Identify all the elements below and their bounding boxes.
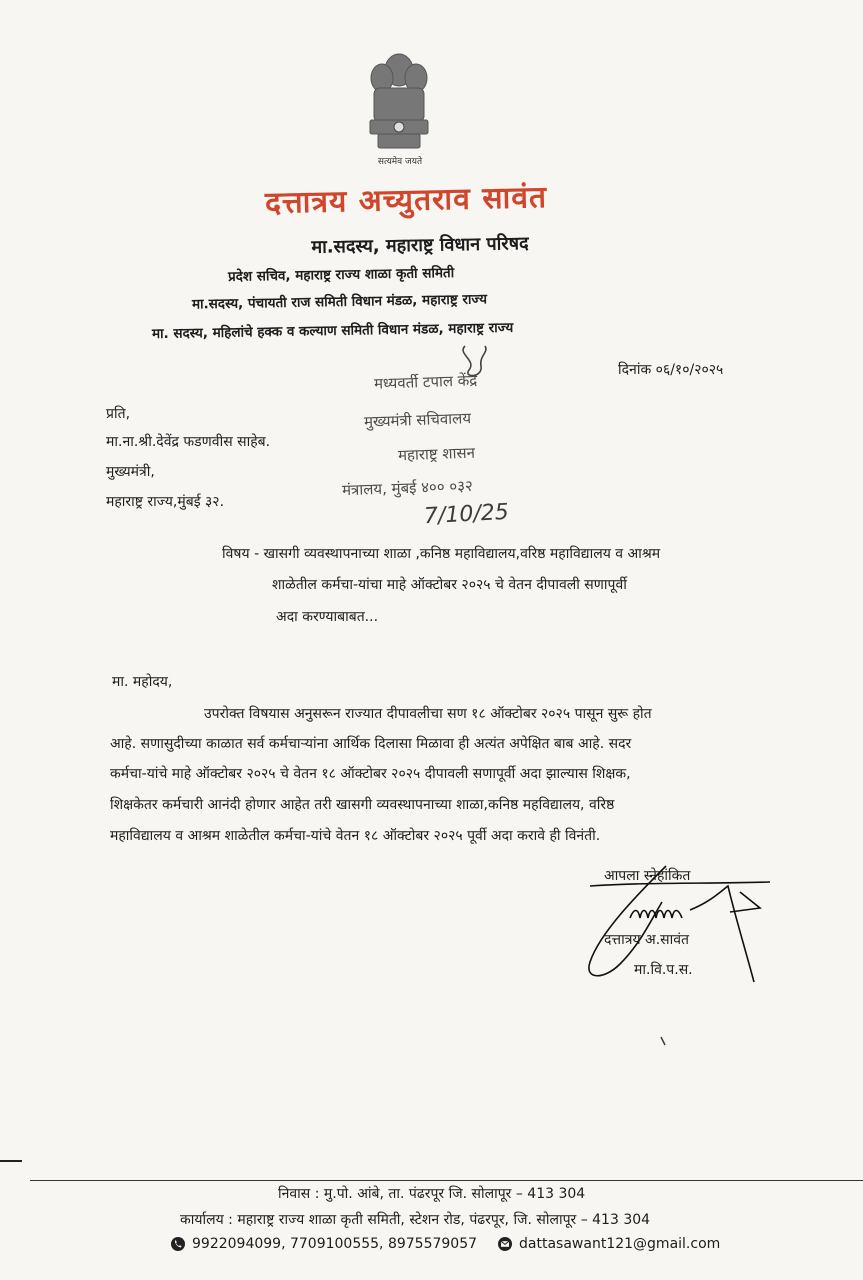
letterhead-designation: मा.सदस्य, महाराष्ट्र विधान परिषद (311, 233, 529, 258)
ink-tick-icon (660, 1036, 666, 1046)
stamp-line: मुख्यमंत्री सचिवालय (363, 409, 472, 431)
body-line: उपरोक्त विषयास अनुसरून राज्यात दीपावलीचा सण १८ ऑक्टोबर २०२५ पासून सुरू होत (204, 706, 652, 722)
body-line: महाविद्यालय व आश्रम शाळेतील कर्मचा-यांचे वेतन १८ ऑक्टोबर २०२५ पूर्वी अदा करावे ही विनंती. (110, 828, 601, 844)
footer-email-group (497, 1236, 720, 1252)
body-line: शिक्षकेतर कर्मचारी आनंदी होणार आहेत तरी खासगी व्यवस्थापनाच्या शाळा,कनिष्ठ महविद्यालय, वरिष्ठ (110, 797, 615, 813)
footer-email: dattasawant121@gmail.com (519, 1236, 721, 1252)
stamp-line: मध्यवर्ती टपाल केंद्र (373, 371, 478, 393)
stamp-line: मंत्रालय, मुंबई ४०० ०३२ (341, 476, 474, 500)
stamp-line: महाराष्ट्र शासन (397, 443, 476, 465)
subject-line: शाळेतील कर्मचा-यांचा माहे ऑक्टोबर २०२५ चे वेतन दीपावली सणापूर्वी (272, 577, 627, 593)
footer-phones: 9922094099, 7709100555, 8975579057 (192, 1236, 478, 1252)
emblem-motto: सत्यमेव जयते (377, 157, 423, 167)
body-line: कर्मचा-यांचे माहे ऑक्टोबर २०२५ चे वेतन १८ ऑक्टोबर २०२५ दीपावली सणापूर्वी अदा झाल्यास शिक्षक, (110, 766, 631, 782)
letterhead-line: मा.सदस्य, पंचायती राज समिती विधान मंडळ, महाराष्ट्र राज्य (191, 291, 488, 313)
footer-office: कार्यालय : महाराष्ट्र राज्य शाळा कृती समिती, स्टेशन रोड, पंढरपूर, जि. सोलापूर – 413 304 (180, 1212, 651, 1228)
margin-mark (0, 1160, 22, 1162)
stamp-date: 7/10/25 (423, 499, 510, 530)
recipient-line: महाराष्ट्र राज्य,मुंबई ३२. (106, 494, 225, 510)
letterhead-line: प्रदेश सचिव, महाराष्ट्र राज्य शाळा कृती समिती (227, 265, 455, 285)
body-line: आहे. सणासुदीच्या काळात सर्व कर्मचाऱ्यांना आर्थिक दिलासा मिळावा ही अत्यंत अपेक्षित बाब आहे. सदर (110, 736, 632, 752)
recipient-line: मा.ना.श्री.देवेंद्र फडणवीस साहेब. (106, 434, 271, 450)
email-icon (497, 1236, 513, 1252)
signer-name: दत्तात्रय अ.सावंत (604, 932, 690, 948)
whatsapp-phone-icon (170, 1236, 186, 1252)
footer-contacts (170, 1236, 720, 1252)
recipient-line: प्रति, (106, 406, 131, 422)
letterhead-line: मा. सदस्य, महिलांचे हक्क व कल्याण समिती विधान मंडळ, महाराष्ट्र राज्य (151, 319, 514, 343)
footer-residence: निवास : मु.पो. आंबे, ता. पंढरपूर जि. सोलापूर – 413 304 (278, 1186, 586, 1202)
closing-text: आपला स्नेहांकित (604, 868, 691, 884)
national-emblem-icon (360, 48, 438, 158)
recipient-line: मुख्यमंत्री, (106, 464, 155, 480)
letterhead-name: दत्तात्रय अच्युतराव सावंत (264, 180, 548, 221)
subject-line: विषय - खासगी व्यवस्थापनाच्या शाळा ,कनिष्ठ महाविद्यालय,वरिष्ठ महाविद्यालय व आश्रम (222, 546, 661, 562)
letter-date: दिनांक ०६/१०/२०२५ (618, 362, 724, 378)
signer-title: मा.वि.प.स. (634, 962, 693, 978)
salutation: मा. महोदय, (112, 674, 173, 690)
footer-divider (30, 1180, 863, 1181)
subject-line: अदा करण्याबाबत... (276, 609, 379, 625)
